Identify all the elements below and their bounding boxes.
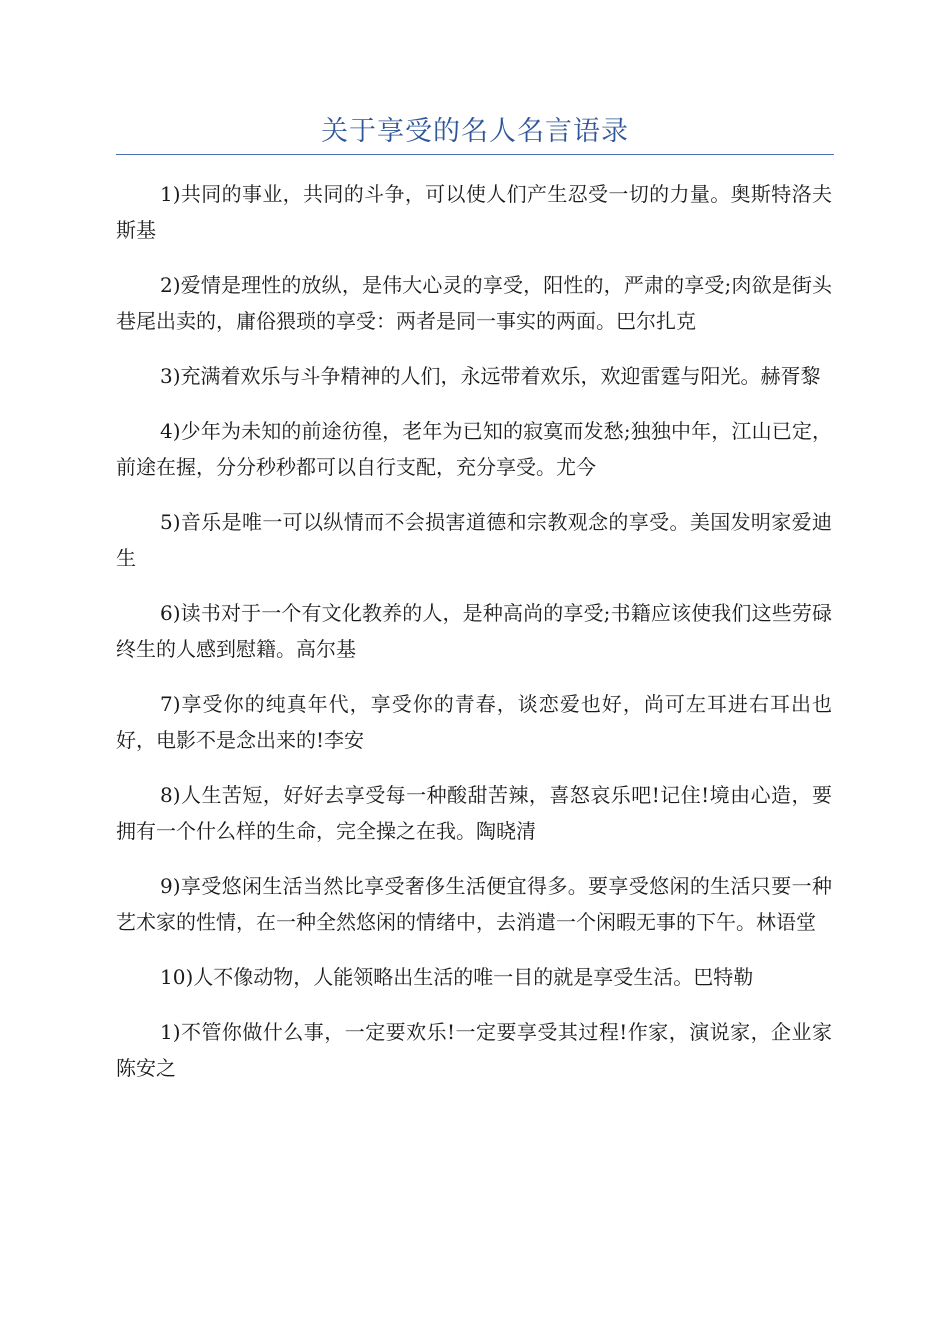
quote-paragraph: 4)少年为未知的前途彷徨，老年为已知的寂寞而发愁;独独中年，江山已定，前途在握，分分秒秒都可以自行支配，充分享受。尤今 bbox=[116, 419, 832, 479]
page-title: 关于享受的名人名言语录 bbox=[321, 116, 629, 147]
quote-paragraph: 2)爱情是理性的放纵，是伟大心灵的享受，阳性的，严肃的享受;肉欲是街头巷尾出卖的，庸俗猥琐的享受：两者是同一事实的两面。巴尔扎克 bbox=[116, 273, 832, 333]
quote-paragraph: 6)读书对于一个有文化教养的人，是种高尚的享受;书籍应该使我们这些劳碌终生的人感到慰籍。高尔基 bbox=[116, 601, 832, 661]
quote-paragraph: 8)人生苦短，好好去享受每一种酸甜苦辣，喜怒哀乐吧!记住!境由心造，要拥有一个什么样的生命，完全操之在我。陶晓清 bbox=[116, 783, 832, 843]
quote-paragraph: 5)音乐是唯一可以纵情而不会损害道德和宗教观念的享受。美国发明家爱迪生 bbox=[116, 510, 832, 570]
quote-paragraph: 7)享受你的纯真年代，享受你的青春，谈恋爱也好，尚可左耳进右耳出也好，电影不是念出来的!李安 bbox=[116, 692, 832, 752]
quote-paragraph: 3)充满着欢乐与斗争精神的人们，永远带着欢乐，欢迎雷霆与阳光。赫胥黎 bbox=[160, 364, 821, 388]
quote-list bbox=[116, 176, 832, 1105]
quote-paragraph: 10)人不像动物，人能领略出生活的唯一目的就是享受生活。巴特勒 bbox=[160, 965, 754, 989]
quote-paragraph: 1)不管你做什么事，一定要欢乐!一定要享受其过程!作家，演说家，企业家陈安之 bbox=[116, 1020, 832, 1080]
quote-paragraph: 9)享受悠闲生活当然比享受奢侈生活便宜得多。要享受悠闲的生活只要一种艺术家的性情，在一种全然悠闲的情绪中，去消遣一个闲暇无事的下午。林语堂 bbox=[116, 874, 832, 934]
title-underline bbox=[116, 154, 834, 155]
quote-paragraph: 1)共同的事业，共同的斗争，可以使人们产生忍受一切的力量。奥斯特洛夫斯基 bbox=[116, 182, 832, 242]
